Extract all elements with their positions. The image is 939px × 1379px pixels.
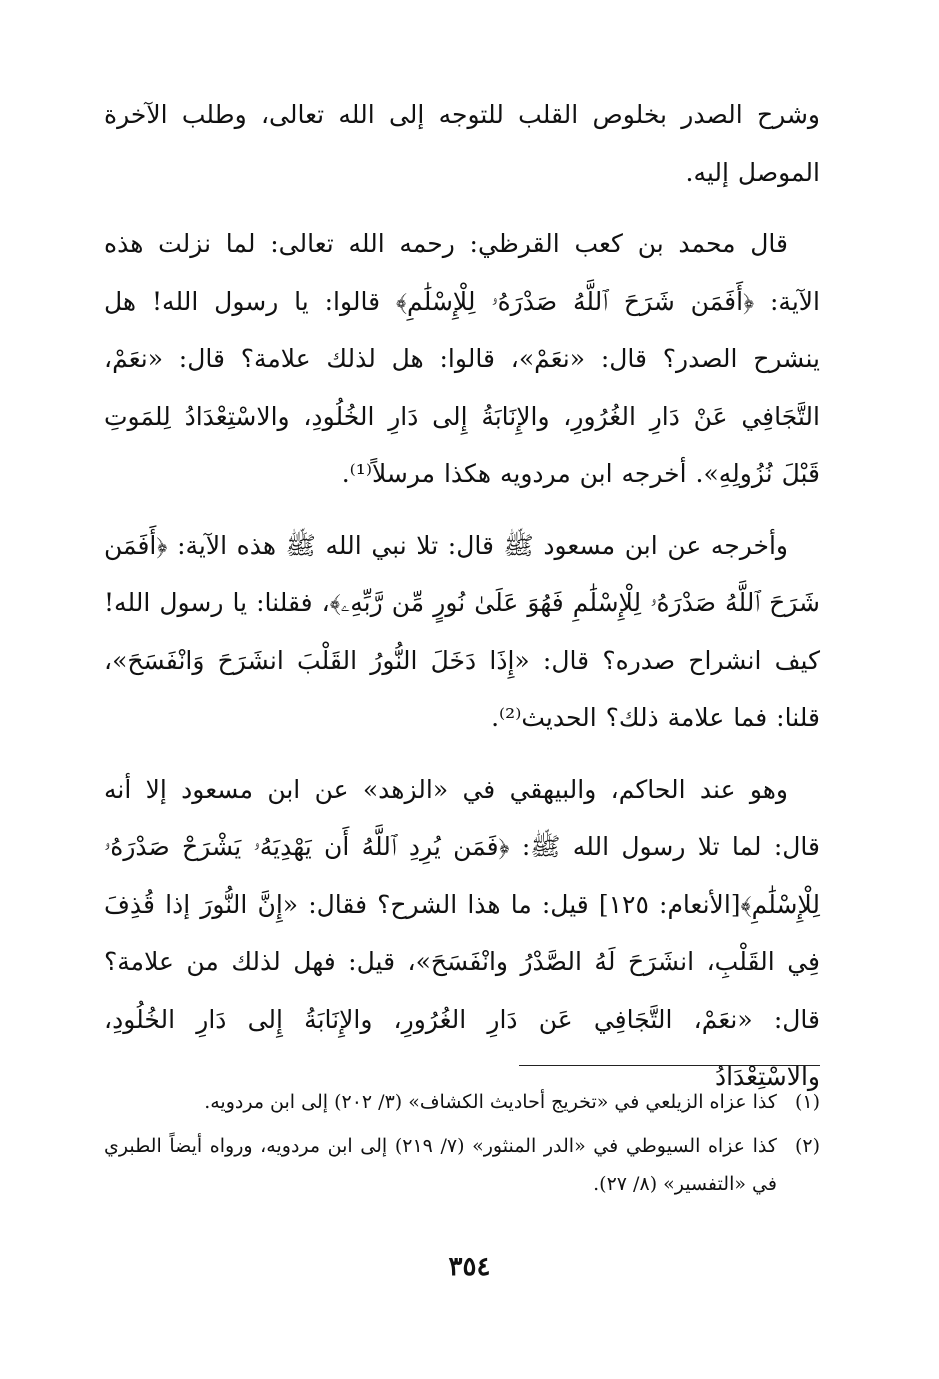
paragraph-3: وأخرجه عن ابن مسعود ﷺ قال: تلا نبي الله ﷺ هذه الآية: ﴿أَفَمَن شَرَحَ ٱللَّهُ صَدْرَهُۥ لِلْإِسْلَٰمِ فَهُوَ عَلَىٰ نُورٍ مِّن رَّبِّهِۦ﴾، فقلنا: يا رسول الله! كيف انشراح صدره؟ قال: «إِذَا دَخَلَ النُّورُ القَلْبَ انشَرَحَ وَانْفَسَحَ»، قلنا: فما علامة ذلك؟ الحديث⁽²⁾. — [104, 530, 820, 732]
paragraph-2: قال محمد بن كعب القرظي: رحمه الله تعالى: لما نزلت هذه الآية: ﴿أَفَمَن شَرَحَ ٱللَّهُ صَدْرَهُۥ لِلْإِسْلَٰمِ﴾ قالوا: يا رسول الله! هل ينشرح الصدر؟ قال: «نعَمْ»، قالوا: هل لذلك علامة؟ قال: «نعَمْ، التَّجَافِي عَنْ دَارِ الغُرُورِ، والإِنَابَةُ إِلى دَارِ الخُلُودِ، والاسْتِعْدَادُ لِلمَوتِ قَبْلَ نُزُولِهِ». أخرجه ابن مردويه هكذا مرسلاً⁽¹⁾. — [104, 229, 820, 488]
paragraph-1: وشرح الصدر بخلوص القلب للتوجه إلى الله تعالى، وطلب الآخرة الموصل إليه. — [104, 100, 820, 187]
footnote-number: (١) — [794, 1091, 820, 1113]
page-number: ٣٥٤ — [448, 1252, 491, 1282]
footnote-2 — [104, 1127, 820, 1203]
footnote-1 — [104, 1083, 820, 1121]
footnote-number: (٢) — [794, 1135, 820, 1157]
main-text — [104, 86, 820, 1120]
footnote-text: كذا عزاه السيوطي في «الدر المنثور» (٧/ ٢١٩) إلى ابن مردويه، ورواه أيضاً الطبري في «التفسير» (٨/ ٢٧). — [104, 1135, 777, 1195]
paragraph-4: وهو عند الحاكم، والبيهقي في «الزهد» عن ابن مسعود إلا أنه قال: لما تلا رسول الله ﷺ: ﴿فَمَن يُرِدِ ٱللَّهُ أَن يَهْدِيَهُۥ يَشْرَحْ صَدْرَهُۥ لِلْإِسْلَٰمِ﴾[الأنعام: ١٢٥] قيل: ما هذا الشرح؟ فقال: «إِنَّ النُّورَ إذا قُذِفَ فِي القَلْبِ، انشَرَحَ لَهُ الصَّدْرُ وانْفَسَحَ»، قيل: فهل لذلك من علامة؟ قال: «نعَمْ، التَّجَافِي عَن دَارِ الغُرُورِ، والإِنَابَةُ إِلى دَارِ الخُلُودِ، والاسْتِعْدَادُ — [104, 774, 820, 1091]
footnotes — [104, 1083, 820, 1209]
footnote-text: كذا عزاه الزيلعي في «تخريج أحاديث الكشاف» (٣/ ٢٠٢) إلى ابن مردويه. — [204, 1091, 777, 1113]
footnote-divider — [519, 1065, 820, 1066]
